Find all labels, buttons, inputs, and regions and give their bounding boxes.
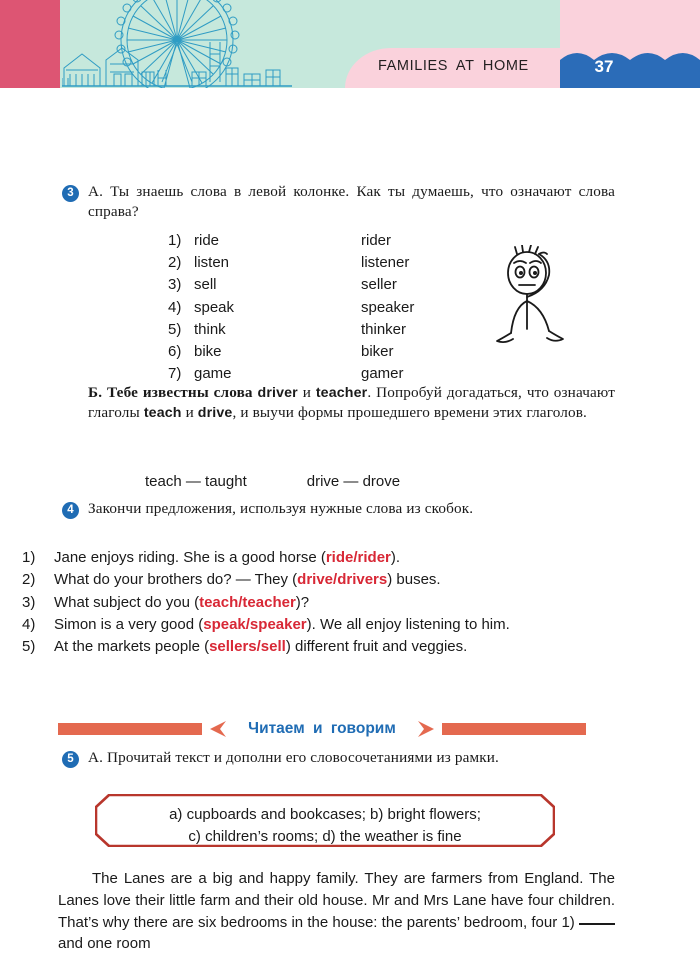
word-pair-base: game	[194, 365, 232, 383]
sentence-before: At the markets people (	[54, 638, 210, 656]
sentence-marker: 1)	[22, 549, 36, 566]
sentence-marker: 4)	[22, 615, 36, 633]
verb-form-teach: teach — taught	[145, 473, 247, 490]
sentence-choice: sellers/sell	[209, 638, 286, 656]
ex3b-seg3: . Попробуй догадаться, что означают глаголы	[88, 384, 616, 422]
passage-after-blank: and one room	[58, 935, 151, 953]
sentence-before: Jane enjoys riding. She is a good horse (	[54, 549, 326, 566]
sentence-item	[22, 569, 615, 590]
exercise-4-prompt: Закончи предложения, используя нужные слова из скобок.	[88, 500, 474, 517]
word-pair-base: speak	[194, 298, 235, 316]
sentence-text	[54, 592, 615, 613]
word-pair-index: 3)	[168, 276, 182, 294]
word-pair-base: sell	[194, 276, 217, 294]
sentence-marker: 5)	[22, 638, 36, 656]
section-banner-label: Читаем и говорим	[248, 720, 396, 737]
page-header	[0, 0, 700, 88]
sentence-choice: ride/rider	[325, 549, 391, 566]
page-number: 37	[594, 57, 614, 76]
exercise-3-number: 3	[62, 185, 79, 202]
sentence-choice: teach/teacher	[199, 593, 296, 611]
exercise-4-sentences	[22, 547, 615, 658]
fill-in-blank[interactable]	[579, 923, 615, 925]
word-pair-row	[168, 363, 414, 385]
section-banner-reading-speaking	[58, 718, 586, 740]
verb-forms-row	[145, 473, 400, 490]
word-pair-base: think	[194, 320, 226, 338]
sentence-text	[54, 569, 615, 590]
ex3b-seg2: и	[297, 384, 316, 401]
sentence-after: )?	[295, 593, 310, 611]
sentence-marker: 2)	[22, 571, 36, 589]
sentence-item	[22, 547, 615, 568]
exercise-5-number: 5	[62, 751, 79, 768]
verb-form-drive: drive — drove	[306, 473, 401, 490]
exercise-4-number: 4	[62, 502, 79, 519]
word-pairs-list	[168, 230, 414, 385]
london-eye-icon	[62, 0, 292, 88]
exercise-5-prompt: А. Прочитай текст и дополни его словосочетаниями из рамки.	[88, 749, 499, 766]
exercise-3a-prompt: А. Ты знаешь слова в левой колонке. Как ты думаешь, что означают слова справа?	[88, 183, 615, 221]
sentence-text	[54, 614, 615, 635]
sentence-text	[54, 547, 615, 568]
word-pair-derived: listener	[361, 254, 410, 272]
sentence-marker: 3)	[22, 593, 36, 611]
word-pair-derived: thinker	[361, 320, 407, 338]
word-bank-line-1: a) cupboards and bookcases; b) bright flowers;	[169, 806, 481, 823]
sentence-choice: drive/drivers	[297, 571, 388, 589]
sentence-choice: speak/speaker	[203, 615, 307, 633]
word-pair-derived: biker	[361, 342, 394, 360]
ex3b-word-drive: drive	[197, 405, 233, 422]
sentence-after: ) buses.	[387, 571, 441, 589]
ex3b-word-driver: driver	[257, 385, 298, 401]
word-pair-derived: speaker	[361, 298, 415, 316]
word-pair-row	[168, 274, 414, 296]
word-pair-row	[168, 252, 414, 274]
word-bank-frame	[95, 794, 555, 847]
ex3b-word-teach: teach	[143, 405, 182, 422]
ex3b-seg4: и	[181, 404, 198, 422]
sentence-before: Simon is a very good (	[54, 615, 204, 633]
word-pair-row	[168, 297, 414, 319]
word-pair-index: 4)	[168, 298, 182, 316]
passage-before-blank: The Lanes are a big and happy family. They are farmers from England. The Lanes love their little farm and their old house. Mr and Mrs Lane have four children. That’s why there are six bedrooms in the house: the parents’ bedroom, four 1)	[58, 870, 615, 931]
sentence-after: ) different fruit and veggies.	[285, 638, 468, 656]
word-pair-base: bike	[194, 342, 222, 360]
page-number-block	[560, 48, 700, 88]
exercise-3b-prompt	[88, 383, 615, 423]
word-bank-line-2: c) children’s rooms; d) the weather is fine	[188, 827, 462, 845]
sentence-item	[22, 636, 615, 657]
running-title: FAMILIES AT HOME	[378, 58, 529, 74]
sentence-after: ). We all enjoy listening to him.	[306, 615, 510, 633]
word-pair-index: 1)	[168, 232, 182, 249]
word-pair-base: ride	[194, 232, 220, 249]
sentence-text	[54, 636, 615, 657]
word-pair-derived: seller	[361, 276, 397, 294]
word-pair-row	[168, 319, 414, 341]
sentence-item	[22, 592, 615, 613]
ex3b-seg5: , и выучи формы прошедшего времени этих глаголов.	[232, 404, 587, 422]
word-pair-index: 7)	[168, 365, 182, 383]
word-pair-index: 2)	[168, 254, 182, 272]
ex3b-seg1: Б. Тебе известны слова	[88, 384, 258, 401]
header-crimson-block	[0, 0, 60, 88]
sentence-item	[22, 614, 615, 635]
word-pair-derived: gamer	[361, 365, 404, 383]
word-pair-index: 6)	[168, 342, 182, 360]
ex3b-word-teacher: teacher	[315, 385, 368, 401]
sentence-before: What subject do you (	[54, 593, 200, 611]
word-pair-row	[168, 341, 414, 363]
word-pair-index: 5)	[168, 320, 182, 338]
sentence-before: What do your brothers do? — They (	[54, 571, 298, 589]
sentence-after: ).	[390, 549, 401, 566]
word-pair-base: listen	[194, 254, 230, 272]
word-pair-row	[168, 230, 414, 252]
confused-stick-figure-icon	[487, 245, 587, 357]
word-pair-derived: rider	[361, 232, 392, 249]
word-bank-lines	[95, 804, 555, 848]
